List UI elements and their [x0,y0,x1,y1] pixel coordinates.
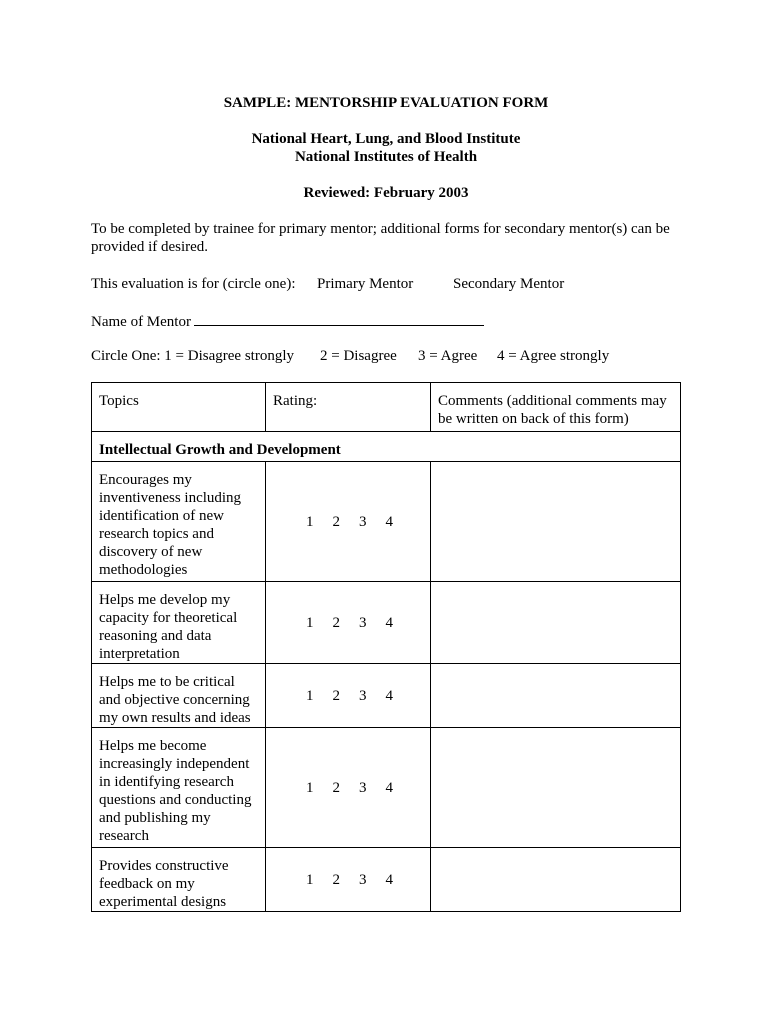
header-rating: Rating: [266,383,431,432]
instructions-text: To be completed by trainee for primary mentor; additional forms for secondary mentor(s) can be provided if desired. [91,221,670,255]
rating-option-3[interactable]: 3 [359,871,367,888]
rating-option-2[interactable]: 2 [332,513,340,530]
mentor-name-field[interactable] [194,311,484,326]
rating-option-2[interactable]: 2 [332,779,340,796]
option-primary-mentor[interactable]: Primary Mentor [317,276,414,292]
rating-cell [266,848,431,912]
rating-cell [266,664,431,728]
rating-options [266,687,430,705]
option-secondary-mentor[interactable]: Secondary Mentor [453,276,565,292]
comments-cell[interactable] [431,848,681,912]
section-row [92,432,681,462]
reviewed-date: Reviewed: February 2003 [303,185,469,201]
evaluation-table [91,382,681,912]
mentor-name-row [91,311,484,331]
table-row [92,462,681,582]
rating-options [266,614,430,632]
header-comments: Comments (additional comments may be written on back of this form) [431,383,681,432]
scale-option-4: 4 = Agree strongly [497,348,610,364]
table-row [92,848,681,912]
comments-cell[interactable] [431,582,681,664]
rating-option-4[interactable]: 4 [385,614,393,631]
comments-cell[interactable] [431,462,681,582]
scale-option-3: 3 = Agree [418,348,478,364]
topic-cell: Helps me to be critical and objective concerning my own results and ideas [92,664,266,728]
table-row [92,728,681,848]
table-row [92,582,681,664]
rating-option-4[interactable]: 4 [385,513,393,530]
rating-option-2[interactable]: 2 [332,687,340,704]
rating-option-4[interactable]: 4 [385,687,393,704]
org-line-1: National Heart, Lung, and Blood Institute [251,131,521,147]
topic-cell: Provides constructive feedback on my experimental designs [92,848,266,912]
evaluation-for-row [91,275,565,293]
rating-cell [266,582,431,664]
evaluation-for-label: This evaluation is for (circle one): [91,276,296,292]
topic-cell: Helps me become increasingly independent in identifying research questions and conducting and publishing my research [92,728,266,848]
rating-options [266,779,430,797]
form-title: SAMPLE: MENTORSHIP EVALUATION FORM [223,95,549,111]
header-topics: Topics [92,383,266,432]
rating-option-3[interactable]: 3 [359,779,367,796]
rating-cell [266,462,431,582]
topic-cell: Helps me develop my capacity for theoretical reasoning and data interpretation [92,582,266,664]
rating-option-1[interactable]: 1 [306,871,314,888]
rating-option-1[interactable]: 1 [306,779,314,796]
rating-option-3[interactable]: 3 [359,687,367,704]
table-header-row [92,383,681,432]
rating-option-2[interactable]: 2 [332,871,340,888]
topic-cell: Encourages my inventiveness including identification of new research topics and discovery of new methodologies [92,462,266,582]
rating-options [266,871,430,889]
scale-option-1: Circle One: 1 = Disagree strongly [91,348,294,364]
section-title: Intellectual Growth and Development [92,432,681,462]
rating-option-1[interactable]: 1 [306,687,314,704]
rating-option-3[interactable]: 3 [359,513,367,530]
rating-option-3[interactable]: 3 [359,614,367,631]
rating-option-4[interactable]: 4 [385,779,393,796]
rating-option-1[interactable]: 1 [306,614,314,631]
comments-cell[interactable] [431,664,681,728]
org-line-2: National Institutes of Health [294,149,478,165]
comments-cell[interactable] [431,728,681,848]
mentor-name-label: Name of Mentor [91,314,191,330]
rating-cell [266,728,431,848]
rating-options [266,513,430,531]
rating-option-2[interactable]: 2 [332,614,340,631]
table-row [92,664,681,728]
rating-option-1[interactable]: 1 [306,513,314,530]
rating-option-4[interactable]: 4 [385,871,393,888]
scale-option-2: 2 = Disagree [320,348,397,364]
